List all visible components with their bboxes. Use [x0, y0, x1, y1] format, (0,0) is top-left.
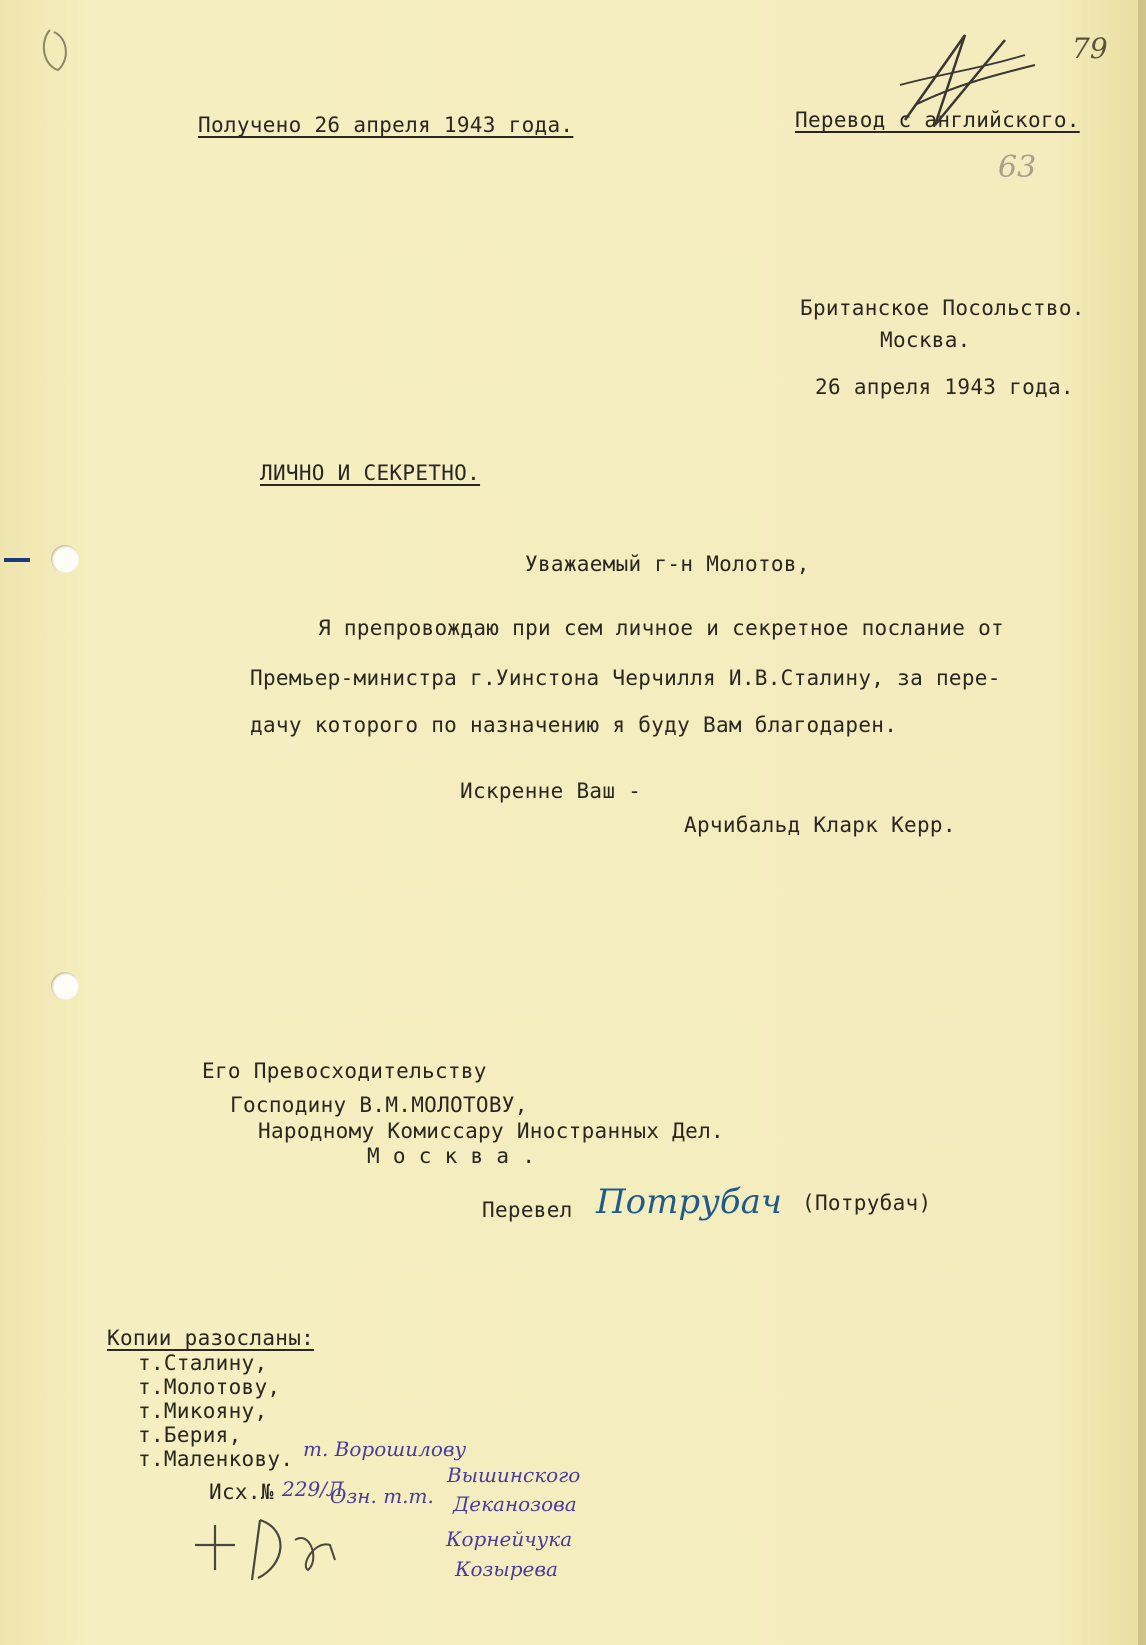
body-line-2: Премьер-министра г.Уинстона Черчилля И.В.Сталину, за пере- — [250, 666, 1001, 690]
punch-hole-top — [51, 545, 79, 573]
punch-hole-bottom — [51, 972, 79, 1000]
translation-note: Перевод с английского. — [795, 108, 1080, 132]
handwritten-addition: т. Ворошилову — [303, 1437, 467, 1461]
copies-recipient: т.Микояну, — [138, 1399, 268, 1423]
cancellation-scribble — [895, 25, 1045, 135]
pencil-number: 63 — [998, 150, 1037, 185]
addressee-line-2: Господину В.М.МОЛОТОВУ, — [230, 1093, 528, 1117]
copies-recipient: т.Молотову, — [138, 1375, 281, 1399]
signatory: Арчибальд Кларк Керр. — [684, 813, 956, 837]
margin-ink-mark — [4, 558, 30, 562]
outgoing-note: Озн. т.т. — [330, 1484, 434, 1508]
outgoing-number: 229/Л — [282, 1477, 344, 1501]
copies-recipient: т.Берия, — [138, 1423, 242, 1447]
copies-heading: Копии разосланы: — [107, 1326, 315, 1350]
outgoing-name: Козырева — [455, 1557, 558, 1581]
valediction: Искренне Ваш - — [460, 779, 642, 803]
received-date: Получено 26 апреля 1943 года. — [198, 113, 574, 137]
outgoing-name: Деканозова — [453, 1492, 577, 1516]
translator-label: Перевел — [482, 1198, 573, 1222]
addressee-line-3: Народному Комиссару Иностранных Дел. — [258, 1119, 724, 1143]
page-number: 79 — [1072, 32, 1108, 65]
body-line-1: Я препровождаю при сем личное и секретное послание от — [318, 616, 1004, 640]
sender-city: Москва. — [880, 328, 971, 352]
translator-signature: Потрубач — [596, 1182, 783, 1222]
addressee-line-1: Его Превосходительству — [202, 1059, 487, 1083]
copies-recipient: т.Сталину, — [138, 1351, 268, 1375]
sender-embassy: Британское Посольство. — [800, 296, 1085, 320]
outgoing-name: Корнейчука — [446, 1527, 573, 1551]
salutation: Уважаемый г-н Молотов, — [525, 552, 810, 576]
sender-date: 26 апреля 1943 года. — [815, 375, 1074, 399]
copies-recipient: т.Маленкову. — [138, 1447, 294, 1471]
body-line-3: дачу которого по назначению я буду Вам благодарен. — [250, 713, 898, 737]
approval-scribble — [190, 1500, 390, 1590]
margin-pencil-mark — [30, 20, 80, 80]
addressee-line-4: М о с к в а . — [367, 1144, 536, 1168]
classification-label: ЛИЧНО И СЕКРЕТНО. — [260, 461, 481, 485]
translator-name: (Потрубач) — [802, 1191, 932, 1215]
outgoing-name: Вышинского — [447, 1463, 581, 1487]
outgoing-label: Исх.№ — [209, 1480, 274, 1504]
